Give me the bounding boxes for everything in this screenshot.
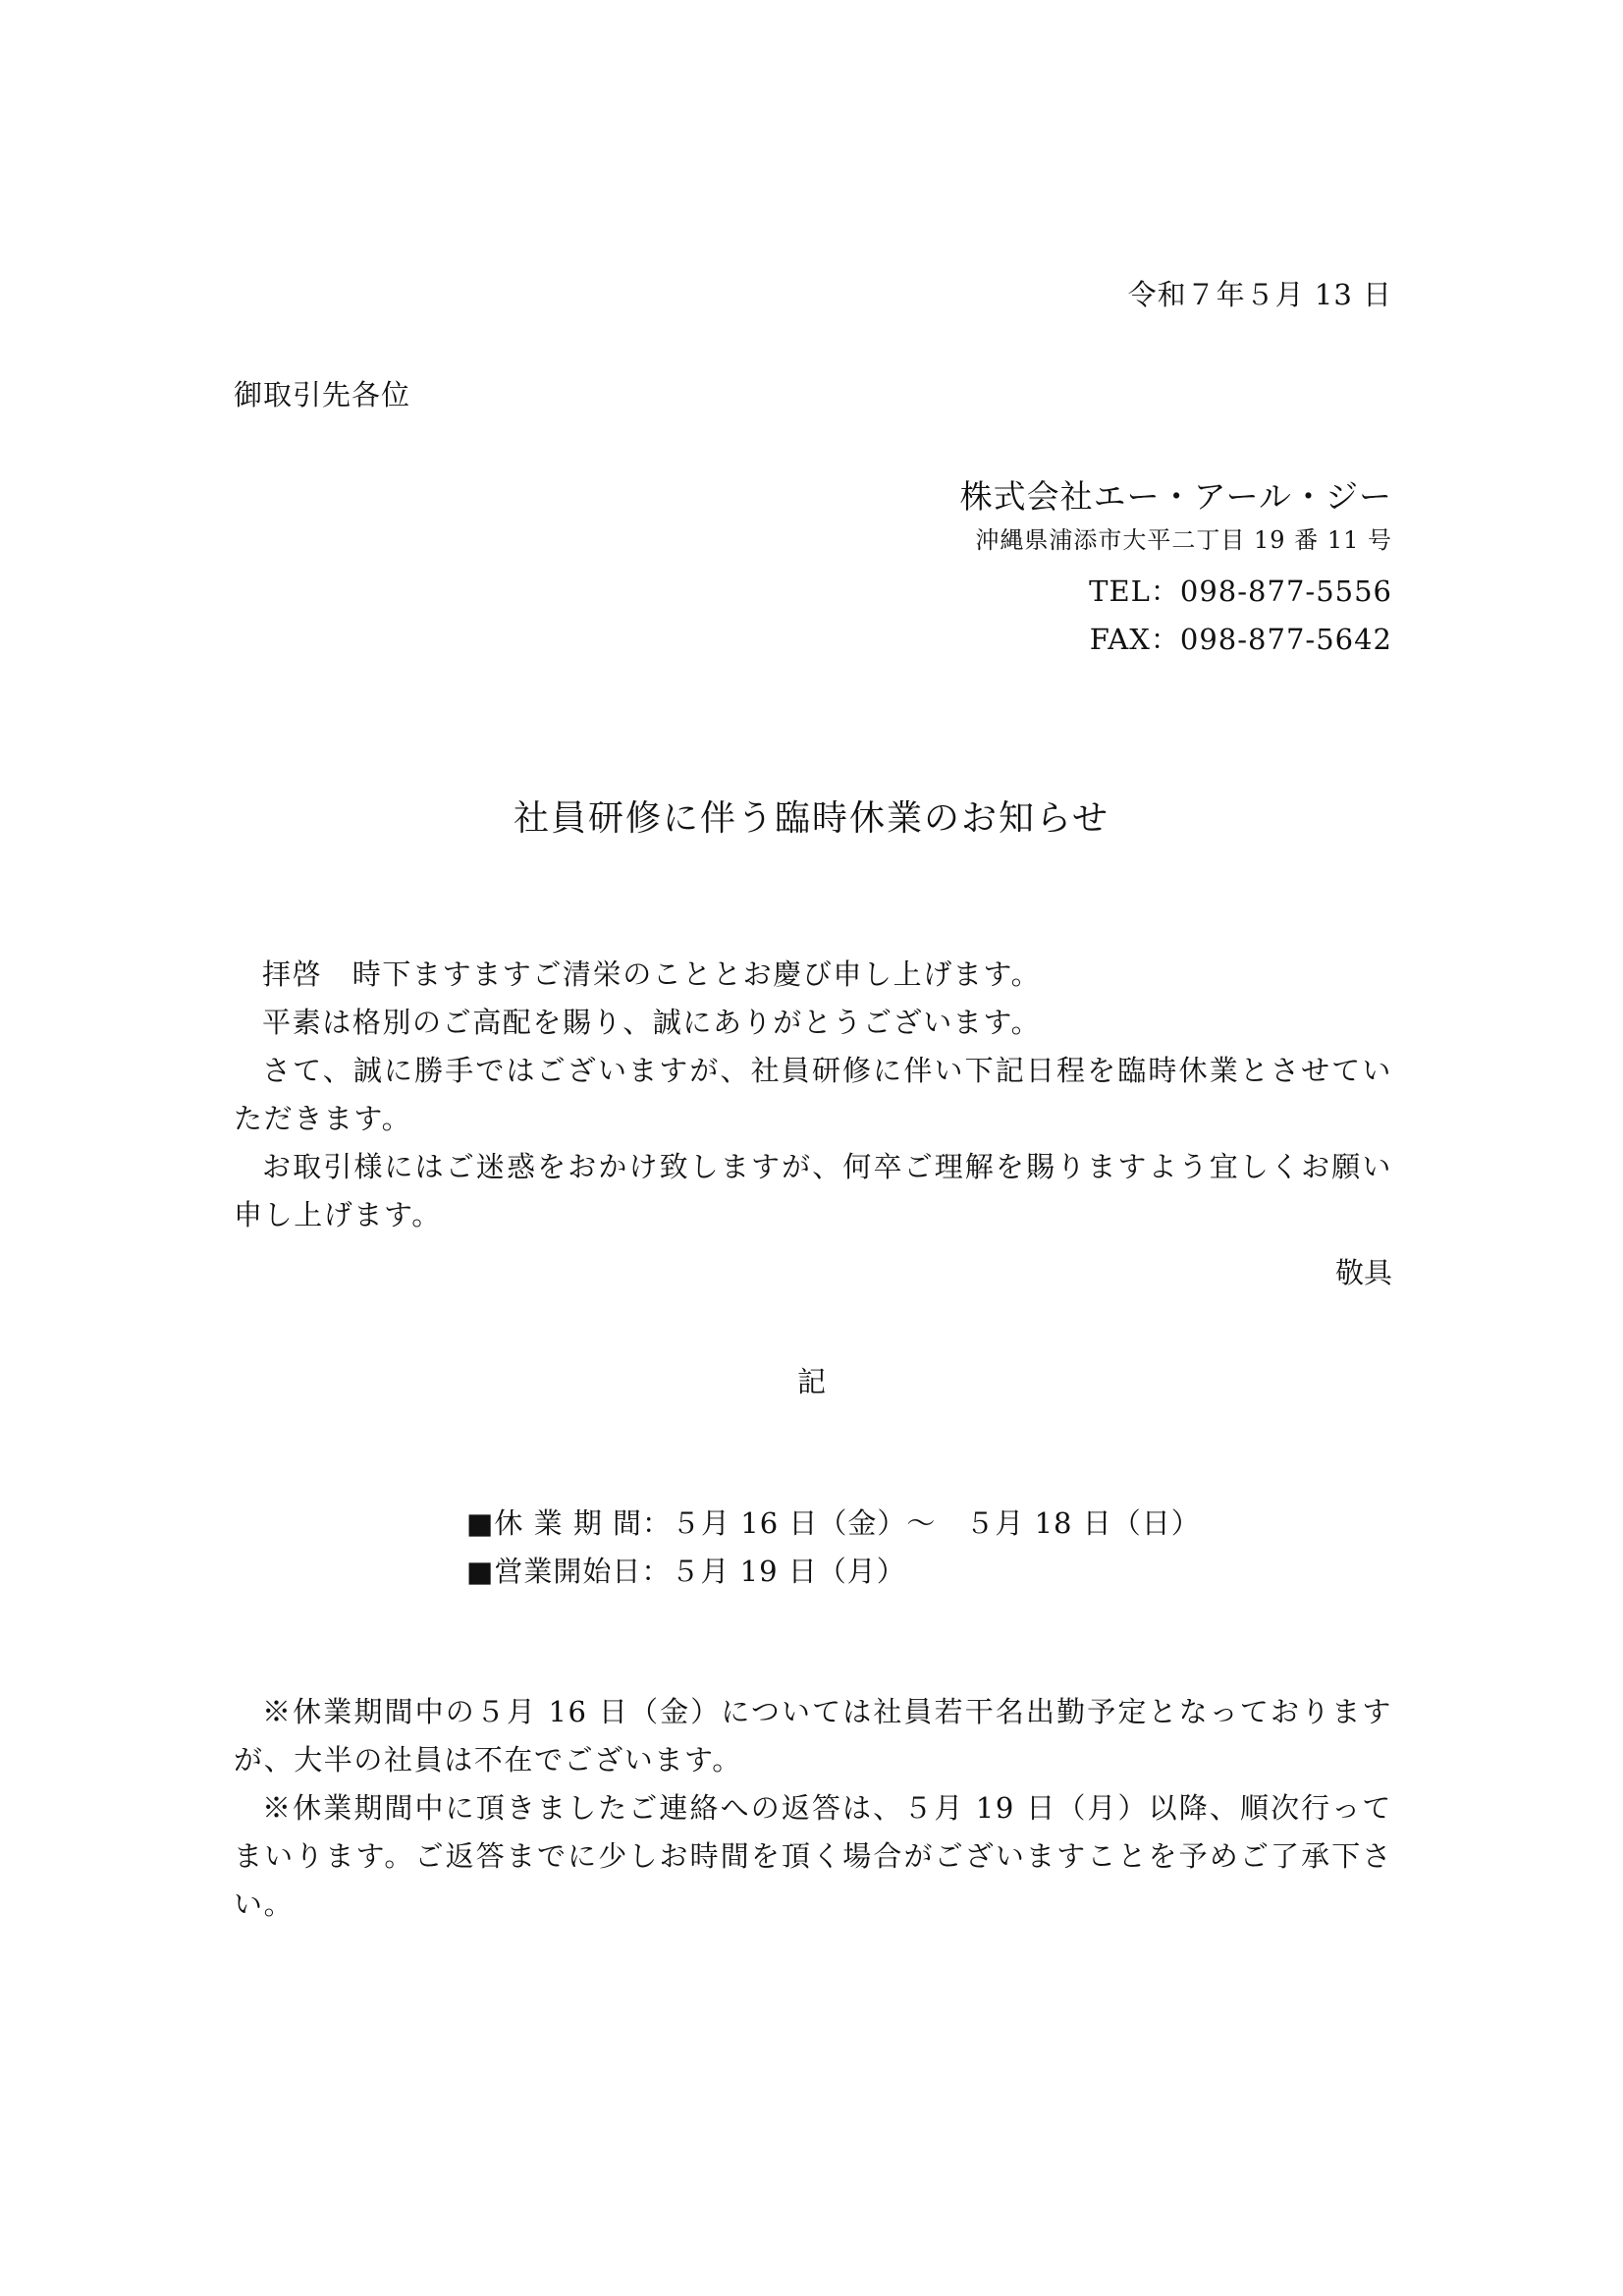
document-title: 社員研修に伴う臨時休業のお知らせ <box>514 798 1109 839</box>
note-item: ※休業期間中に頂きましたご連絡への返答は、５月 19 日（月）以降、順次行ってまいります。ご返答までに少しお時間を頂く場合がございますことを予めご了承下さい。 <box>234 1791 1392 1921</box>
body-text <box>234 951 1392 1239</box>
body-paragraph: 平素は格別のご高配を賜り、誠にありがとうございます。 <box>262 1006 1042 1039</box>
body-paragraph: お取引様にはご迷惑をおかけ致しますが、何卒ご理解を賜りますよう宜しくお願い申し上げます。 <box>234 1150 1392 1231</box>
sender-company-name: 株式会社エー・アール・ジー <box>959 477 1392 516</box>
reopen-date: ■営業開始日：５月 19 日（月） <box>466 1555 906 1588</box>
body-paragraph: 拝啓 時下ますますご清栄のこととお慶び申し上げます。 <box>262 957 1042 991</box>
notes <box>234 1688 1392 1929</box>
body-paragraph: さて、誠に勝手ではございますが、社員研修に伴い下記日程を臨時休業とさせていただきます。 <box>234 1054 1392 1135</box>
sender-fax: FAX：098-877-5642 <box>1089 623 1392 656</box>
sender-address: 沖縄県浦添市大平二丁目 19 番 11 号 <box>975 526 1392 554</box>
closing-keigu: 敬具 <box>1334 1256 1392 1289</box>
document-date: 令和７年５月 13 日 <box>1127 278 1392 311</box>
note-item: ※休業期間中の５月 16 日（金）については社員若干名出勤予定となっておりますが、大半の社員は不在でございます。 <box>234 1695 1392 1777</box>
recipient: 御取引先各位 <box>234 378 411 411</box>
closure-period: ■休 業 期 間：５月 16 日（金）～ ５月 18 日（日） <box>466 1506 1201 1540</box>
sender-tel: TEL：098-877-5556 <box>1089 574 1392 608</box>
ki-heading: 記 <box>796 1365 826 1398</box>
